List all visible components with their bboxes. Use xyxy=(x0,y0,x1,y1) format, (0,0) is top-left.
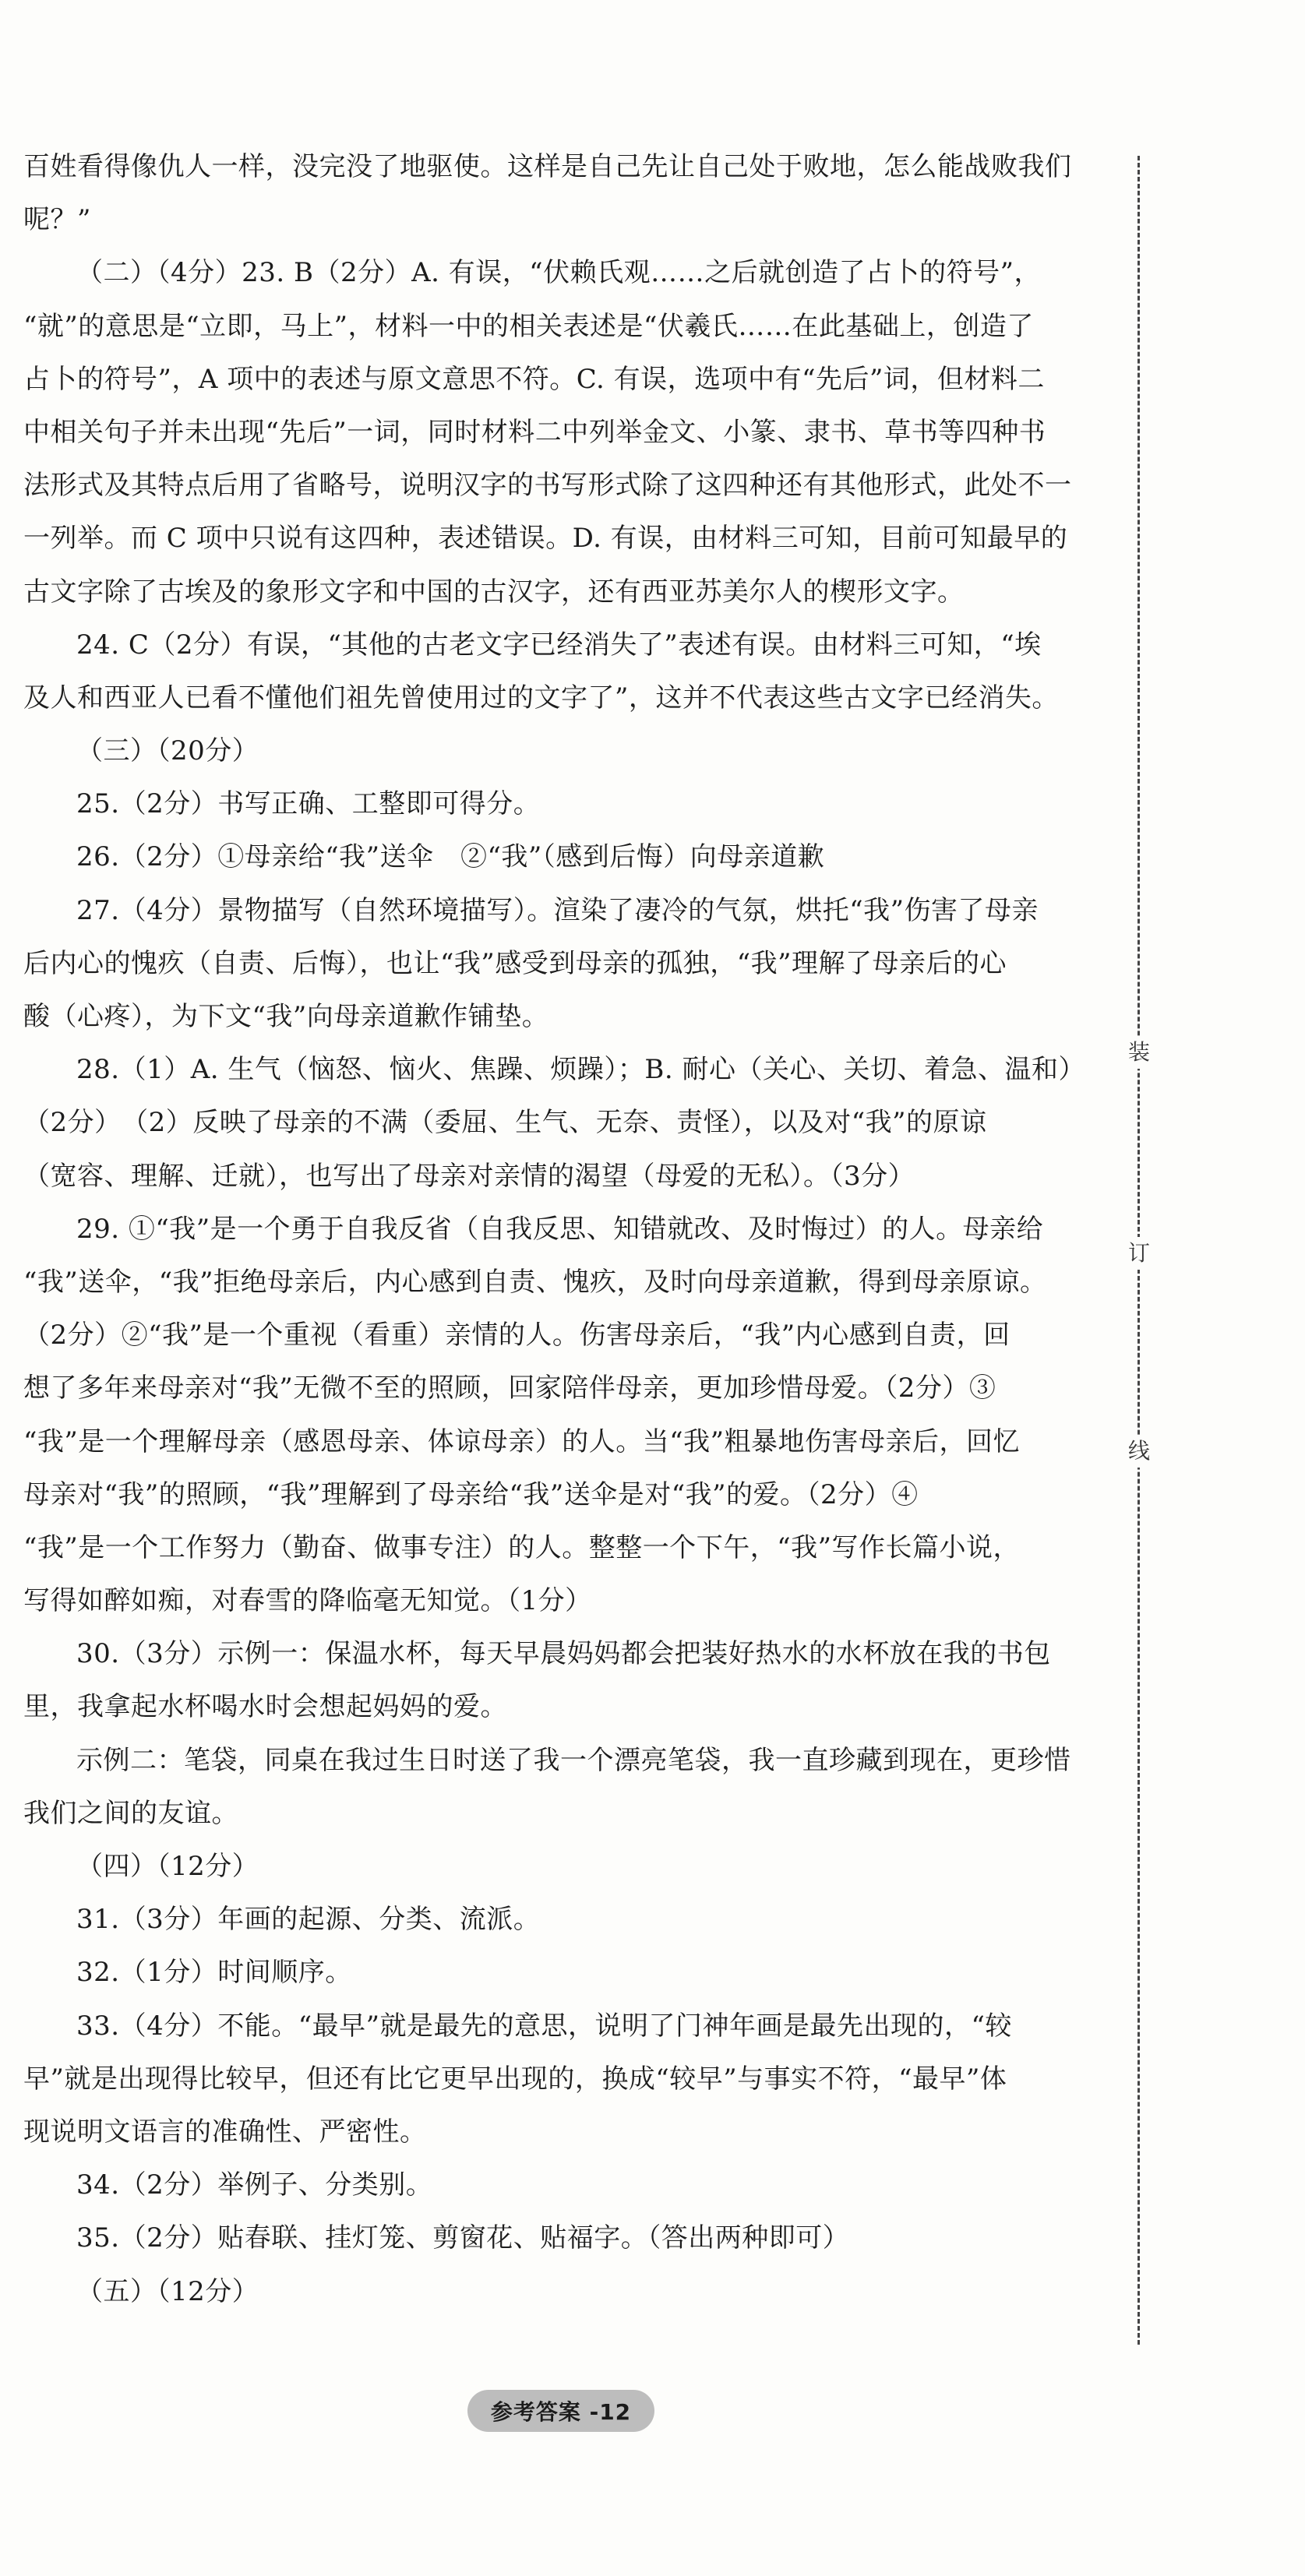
text-line: 我们之间的友谊。 xyxy=(23,1797,238,1829)
text-line: 示例二：笔袋，同桌在我过生日时送了我一个漂亮笔袋，我一直珍藏到现在，更珍惜 xyxy=(76,1744,1071,1776)
text-line: 25.（2分）书写正确、工整即可得分。 xyxy=(76,788,541,820)
text-line: 29. ①“我”是一个勇于自我反省（自我反思、知错就改、及时悔过）的人。母亲给 xyxy=(76,1213,1044,1245)
section-heading: （四）（12分） xyxy=(76,1851,259,1882)
text-line: 写得如醉如痴，对春雪的降临毫无知觉。（1分） xyxy=(23,1585,592,1617)
text-line: 后内心的愧疚（自责、后悔），也让“我”感受到母亲的孤独，“我”理解了母亲后的心 xyxy=(23,947,1007,979)
text-line: 27.（4分）景物描写（自然环境描写）。渲染了凄冷的气氛，烘托“我”伤害了母亲 xyxy=(76,894,1039,926)
text-line: 31.（3分）年画的起源、分类、流派。 xyxy=(76,1904,541,1936)
text-line: 28.（1）A. 生气（恼怒、恼火、焦躁、烦躁）；B. 耐心（关心、关切、着急、温和） xyxy=(76,1054,1085,1086)
text-line: （2分） （2）反映了母亲的不满（委屈、生气、无奈、责怪），以及对“我”的原谅 xyxy=(23,1107,987,1139)
text-line: 早”就是出现得比较早，但还有比它更早出现的，换成“较早”与事实不符，“最早”体 xyxy=(23,2063,1007,2095)
section-heading: （三）（20分） xyxy=(76,735,259,767)
text-line: “我”送伞，“我”拒绝母亲后，内心感到自责、愧疚，及时向母亲道歉，得到母亲原谅。 xyxy=(23,1266,1047,1298)
text-line: 呢？” xyxy=(23,204,91,236)
text-line: 法形式及其特点后用了省略号，说明汉字的书写形式除了这四种还有其他形式，此处不一 xyxy=(23,470,1072,502)
text-line: 百姓看得像仇人一样，没完没了地驱使。这样是自己先让自己处于败地，怎么能战败我们 xyxy=(23,151,1072,182)
text-line: 32.（1分）时间顺序。 xyxy=(76,1957,352,1989)
text-line: 母亲对“我”的照顾，“我”理解到了母亲给“我”送伞是对“我”的爱。（2分）④ xyxy=(23,1478,919,1510)
binding-label-ding: 订 xyxy=(1128,1237,1150,1270)
text-line: 30.（3分）示例一：保温水杯，每天早晨妈妈都会把装好热水的水杯放在我的书包 xyxy=(76,1638,1051,1670)
text-line: 34.（2分）举例子、分类别。 xyxy=(76,2169,433,2201)
text-line: （二）（4分）23. B（2分）A. 有误，“伏赖氏观……之后就创造了占卜的符号”， xyxy=(76,257,1042,289)
text-line: 26.（2分）①母亲给“我”送伞 ②“我”（感到后悔）向母亲道歉 xyxy=(76,841,825,873)
text-line: （2分）②“我”是一个重视（看重）亲情的人。伤害母亲后，“我”内心感到自责，回 xyxy=(23,1320,1010,1351)
text-line: “我”是一个理解母亲（感恩母亲、体谅母亲）的人。当“我”粗暴地伤害母亲后，回忆 xyxy=(23,1425,1021,1457)
text-line: 中相关句子并未出现“先后”一词，同时材料二中列举金文、小篆、隶书、草书等四种书 xyxy=(23,416,1046,448)
text-line: （宽容、理解、迁就），也写出了母亲对亲情的渴望（母爱的无私）。（3分） xyxy=(23,1160,915,1192)
answer-text-body xyxy=(23,140,1106,2318)
text-line: 及人和西亚人已看不懂他们祖先曾使用过的文字了”，这并不代表这些古文字已经消失。 xyxy=(23,682,1059,714)
text-line: “我”是一个工作努力（勤奋、做事专注）的人。整整一个下午，“我”写作长篇小说， xyxy=(23,1531,1021,1563)
binding-label-xian: 线 xyxy=(1128,1435,1150,1468)
text-line: 古文字除了古埃及的象形文字和中国的古汉字，还有西亚苏美尔人的楔形文字。 xyxy=(23,576,965,608)
text-line: 现说明文语言的准确性、严密性。 xyxy=(23,2116,427,2148)
text-line: 33.（4分）不能。“最早”就是最先的意思，说明了门神年画是最先出现的，“较 xyxy=(76,2010,1012,2042)
text-line: 一列举。而 C 项中只说有这四种，表述错误。D. 有误，由材料三可知，目前可知最早的 xyxy=(23,523,1068,555)
section-heading: （五）（12分） xyxy=(76,2275,259,2307)
text-line: “就”的意思是“立即，马上”，材料一中的相关表述是“伏羲氏……在此基础上，创造了 xyxy=(23,310,1034,342)
text-line: 24. C（2分）有误，“其他的古老文字已经消失了”表述有误。由材料三可知，“埃 xyxy=(76,629,1042,661)
text-line: 占卜的符号”，A 项中的表述与原文意思不符。C. 有误，选项中有“先后”词，但材料二 xyxy=(23,363,1045,395)
text-line: 酸（心疼），为下文“我”向母亲道歉作铺垫。 xyxy=(23,1001,549,1032)
text-line: 想了多年来母亲对“我”无微不至的照顾，回家陪伴母亲，更加珍惜母爱。（2分）③ xyxy=(23,1373,996,1404)
binding-label-zhuang: 装 xyxy=(1128,1036,1150,1069)
text-line: 35.（2分）贴春联、挂灯笼、剪窗花、贴福字。（答出两种即可） xyxy=(76,2222,850,2254)
text-line: 里，我拿起水杯喝水时会想起妈妈的爱。 xyxy=(23,1691,507,1723)
page-number-badge: 参考答案 -12 xyxy=(467,2390,654,2432)
